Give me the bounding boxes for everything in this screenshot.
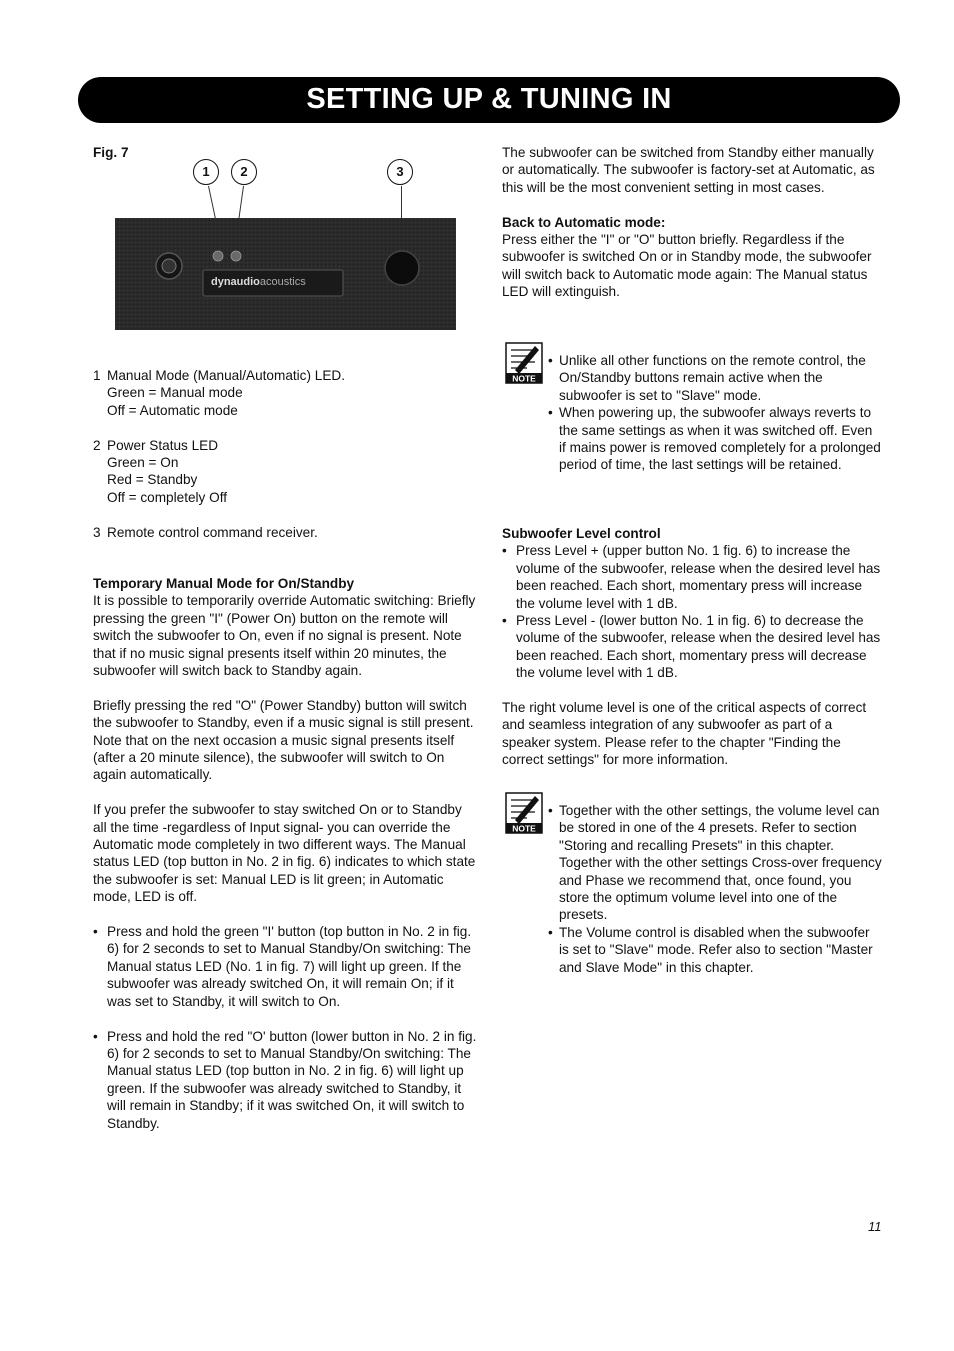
note-icon: [505, 792, 543, 834]
list-item: • Press Level + (upper button No. 1 fig. 6) to increase the volume of the subwoofer, release when the desired level has been reached. Each short, momentary press will increase the volume level with 1 dB.: [502, 543, 881, 611]
note-icon: [505, 342, 543, 384]
subwoofer-front-panel-photo: [115, 218, 456, 330]
legend-item-1: 1 Manual Mode (Manual/Automatic) LED. Green = Manual mode Off = Automatic mode: [93, 368, 345, 418]
paragraph: Briefly pressing the red "O" (Power Standby) button will switch the subwoofer to Standby, even if a music signal is still present. Note that on the next occasion a music signal presents itself (after a 20 minute silence), the subwoofer will switch to On again automatically.: [93, 697, 474, 783]
right-column-level: [502, 525, 882, 769]
section-title-bar: [78, 77, 900, 123]
paragraph: The subwoofer can be switched from Standby either manually or automatically. The subwoofer is factory-set at Automatic, as this will be the most convenient setting in most cases.: [502, 145, 875, 195]
section-heading-level-control: Subwoofer Level control: [502, 526, 661, 541]
section-heading-back-to-automatic: Back to Automatic mode:: [502, 214, 666, 230]
manual-mode-led: [213, 251, 223, 261]
svg-text:NOTE: NOTE: [512, 373, 536, 384]
list-item: • Press and hold the green "I' button (top button in No. 2 in fig. 6) for 2 seconds to set to Manual Standby/On switching: The Manual status LED (No. 1 in fig. 7) will light up green. If the subwoofer was already switched On, it will remain On; if it was set to Standby, it will switch to On.: [93, 924, 472, 1009]
list-item: • Press and hold the red "O' button (lower button in No. 2 in fig. 6) for 2 seconds to set to Manual Standby/On switching: The Manual status LED (top button in No. 2 in fig. 6) will light up green. If the subwoofer was already switched to Standby, it will remain in Standby; if it was switched On, it will switch to Standby.: [93, 1028, 477, 1131]
page-title: SETTING UP & TUNING IN: [306, 83, 672, 115]
figure-legend: [93, 367, 478, 541]
list-item: • The Volume control is disabled when the subwoofer is set to "Slave" mode. Refer also to section "Master and Slave Mode" in this chapter.: [548, 924, 873, 975]
svg-text:NOTE: NOTE: [512, 823, 536, 834]
callout-1: 1: [193, 159, 219, 185]
note-block-2: [548, 802, 882, 976]
left-column-body: [93, 575, 478, 1132]
legend-item-3: 3 Remote control command receiver.: [93, 524, 318, 540]
control-knob-icon: [156, 253, 182, 279]
power-status-led: [231, 251, 241, 261]
section-heading-temporary-manual: Temporary Manual Mode for On/Standby: [93, 576, 355, 591]
paragraph: If you prefer the subwoofer to stay switched On or to Standby all the time -regardless of Input signal- you can override the Automatic mode completely in two different ways. The Manual status LED (top button in No. 2 in fig. 6) indicates to which state the subwoofer is set: Manual LED is lit green; in Automatic mode, LED is off.: [93, 802, 476, 905]
legend-item-2: 2 Power Status LED Green = On Red = Standby Off = completely Off: [93, 437, 228, 505]
list-item: • Press Level - (lower button No. 1 in fig. 6) to decrease the volume of the subwoofer, release when the desired level has been reached. Each short, momentary press will decrease the volume level with 1 dB.: [502, 613, 881, 681]
note-block-1: [548, 352, 882, 474]
brand-logo: dynaudioacoustics: [211, 276, 306, 288]
paragraph: It is possible to temporarily override Automatic switching: Briefly pressing the green "I" (Power On) button on the remote will switch the subwoofer to On, even if no signal is present. Note that if no music signal presents itself within 20 minutes, the subwoofer will switch back to Standby again.: [93, 593, 476, 679]
figure-label: Fig. 7: [93, 145, 129, 160]
list-item: • Unlike all other functions on the remote control, the On/Standby buttons remain active when the subwoofer is set to "Slave" mode.: [548, 353, 866, 403]
paragraph: Press either the "I" or "O" button briefly. Regardless if the subwoofer is switched On or in Standby mode, the subwoofer will switch back to Automatic mode again: The Manual status LED will extinguish.: [502, 232, 872, 300]
right-column-top: [502, 144, 882, 301]
list-item: • When powering up, the subwoofer always reverts to the same settings as when it was switched off. Even if mains power is removed completely for a prolonged period of time, the last settings will be retained.: [548, 405, 881, 473]
callout-3: 3: [387, 159, 413, 185]
paragraph: The right volume level is one of the critical aspects of correct and seamless integration of any subwoofer as part of a speaker system. Please refer to the chapter "Finding the correct settings" for more information.: [502, 700, 867, 768]
list-item: • Together with the other settings, the volume level can be stored in one of the 4 presets. Refer to section "Storing and recalling Presets" in this chapter. Together with the other settings Cross-over frequency and Phase we recommend that, once found, you store the optimum volume level into one of the presets.: [548, 803, 882, 923]
ir-receiver-icon: [385, 251, 419, 285]
panel-illustration: [115, 218, 456, 330]
callout-2: 2: [231, 159, 257, 185]
page-number: 11: [868, 1219, 882, 1234]
